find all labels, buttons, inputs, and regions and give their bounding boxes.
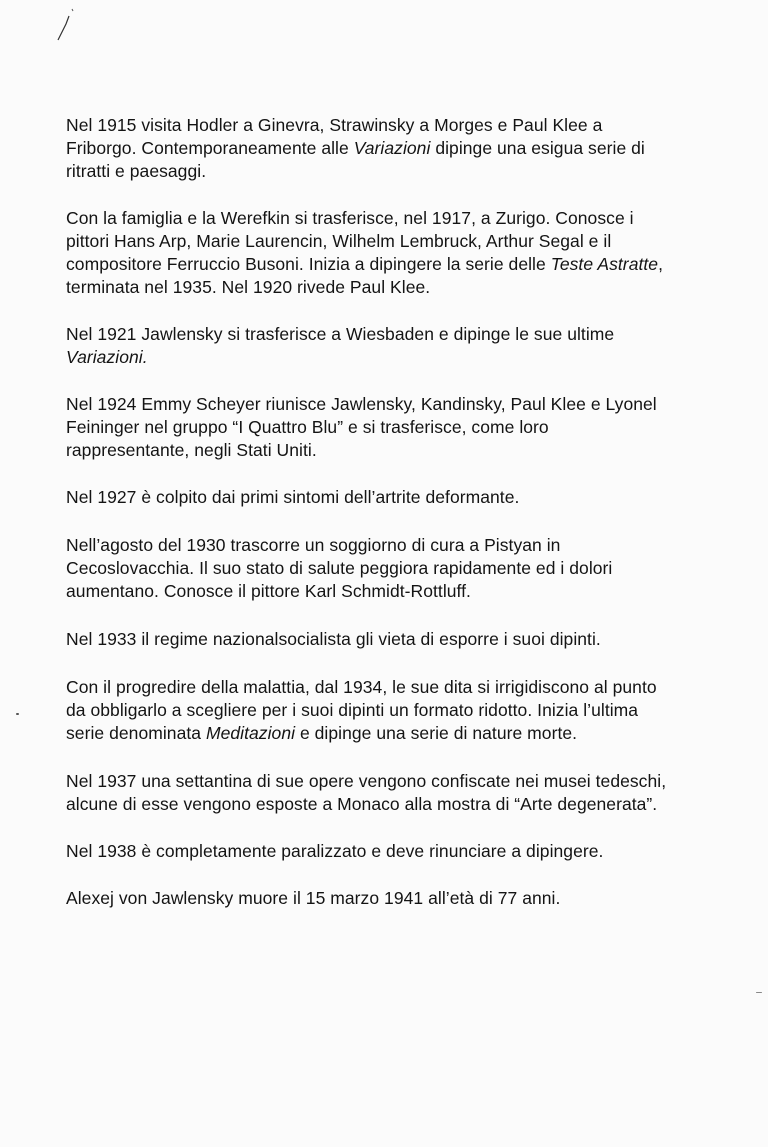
text-run: da obbligarlo a scegliere per i suoi dipinti un formato ridotto. Inizia l’ultima [66, 700, 639, 720]
text-run: pittori Hans Arp, Marie Laurencin, Wilhelm Lembruck, Arthur Segal e il [66, 231, 612, 251]
text-line [66, 676, 746, 699]
text-run: e dipinge una serie di nature morte. [295, 723, 578, 743]
text-run: rappresentante, negli Stati Uniti. [66, 440, 317, 460]
scan-speck [756, 992, 762, 993]
text-run: aumentano. Conosce il pittore Karl Schmidt-Rottluff. [66, 581, 471, 601]
text-line [66, 557, 746, 580]
text-run: Nell’agosto del 1930 trascorre un soggiorno di cura a Pistyan in [66, 535, 561, 555]
paragraph-10 [66, 840, 746, 863]
text-line [66, 699, 746, 722]
text-line [66, 840, 746, 863]
text-run: Friborgo. Contemporaneamente alle [66, 138, 354, 158]
text-line [66, 770, 746, 793]
text-run: terminata nel 1935. Nel 1920 rivede Paul Klee. [66, 277, 431, 297]
text-line [66, 887, 746, 910]
paragraph-4 [66, 393, 746, 462]
text-run: Cecoslovacchia. Il suo stato di salute peggiora rapidamente ed i dolori [66, 558, 613, 578]
text-run: ritratti e paesaggi. [66, 161, 207, 181]
paragraph-3 [66, 323, 746, 369]
text-line [66, 793, 746, 816]
paragraph-8 [66, 676, 746, 745]
text-run: Con il progredire della malattia, dal 1934, le sue dita si irrigidiscono al punto [66, 677, 657, 697]
italic-title: Variazioni. [66, 347, 148, 367]
text-line [66, 114, 746, 137]
text-line [66, 534, 746, 557]
italic-title: Meditazioni [205, 723, 296, 743]
scan-mark [54, 6, 84, 42]
text-line [66, 276, 746, 299]
text-line [66, 137, 746, 160]
text-line [66, 393, 746, 416]
text-run: Alexej von Jawlensky muore il 15 marzo 1941 all’età di 77 anni. [66, 888, 561, 908]
document-body [66, 114, 746, 910]
text-line [66, 230, 746, 253]
text-line [66, 628, 746, 651]
text-line [66, 416, 746, 439]
text-run: Nel 1938 è completamente paralizzato e deve rinunciare a dipingere. [66, 841, 604, 861]
text-run: Feininger nel gruppo “I Quattro Blu” e si trasferisce, come loro [66, 417, 549, 437]
text-line [66, 439, 746, 462]
paragraph-1 [66, 114, 746, 183]
text-line [66, 346, 746, 369]
text-run: serie denominata [66, 723, 206, 743]
text-run: Con la famiglia e la Werefkin si trasferisce, nel 1917, a Zurigo. Conosce i [66, 208, 634, 228]
paragraph-2 [66, 207, 746, 299]
text-run: Nel 1933 il regime nazionalsocialista gli vieta di esporre i suoi dipinti. [66, 629, 601, 649]
italic-title: Teste Astratte [550, 254, 659, 274]
scan-speck [16, 713, 19, 715]
paragraph-6 [66, 534, 746, 603]
text-line [66, 722, 746, 745]
text-run: alcune di esse vengono esposte a Monaco alla mostra di “Arte degenerata”. [66, 794, 658, 814]
paragraph-9 [66, 770, 746, 816]
text-run: , [658, 254, 663, 274]
text-run: dipinge una esigua serie di [430, 138, 645, 158]
text-run: Nel 1937 una settantina di sue opere vengono confiscate nei musei tedeschi, [66, 771, 667, 791]
paragraph-5 [66, 486, 746, 509]
text-run: Nel 1924 Emmy Scheyer riunisce Jawlensky, Kandinsky, Paul Klee e Lyonel [66, 394, 657, 414]
text-run: Nel 1927 è colpito dai primi sintomi dell’artrite deformante. [66, 487, 520, 507]
text-run: Nel 1921 Jawlensky si trasferisce a Wiesbaden e dipinge le sue ultime [66, 324, 615, 344]
text-run: Nel 1915 visita Hodler a Ginevra, Strawinsky a Morges e Paul Klee a [66, 115, 603, 135]
paragraph-7 [66, 628, 746, 651]
text-line [66, 207, 746, 230]
italic-title: Variazioni [353, 138, 431, 158]
text-line [66, 486, 746, 509]
text-line [66, 580, 746, 603]
text-line [66, 160, 746, 183]
text-line [66, 253, 746, 276]
text-run: compositore Ferruccio Busoni. Inizia a dipingere la serie delle [66, 254, 551, 274]
paragraph-11 [66, 887, 746, 910]
text-line [66, 323, 746, 346]
